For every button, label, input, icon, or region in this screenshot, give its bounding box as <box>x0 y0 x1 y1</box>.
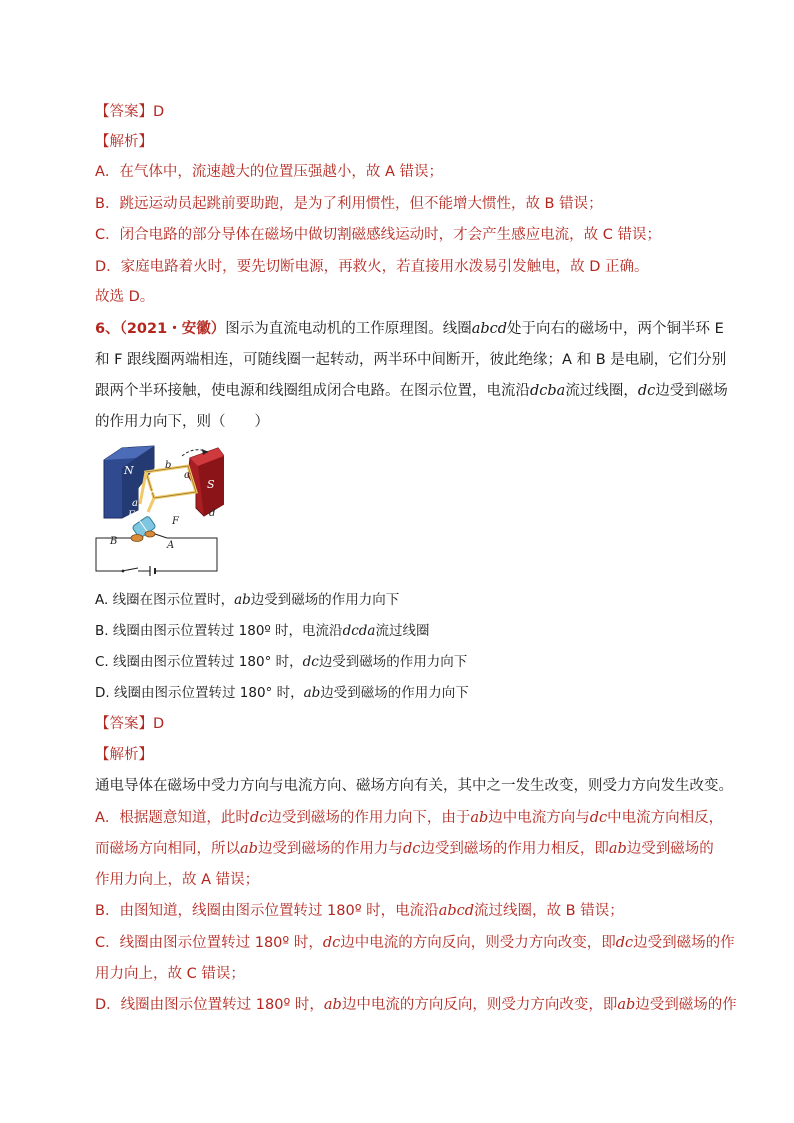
option-a <box>95 590 399 610</box>
label-brush-a: A <box>167 540 175 551</box>
stem-text: 跟两个半环接触，使电源和线圈组成闭合电路。在图示位置，电流沿 <box>95 383 530 399</box>
var-ab: ab <box>303 685 321 701</box>
analysis-c-line-1 <box>95 933 735 953</box>
option-c <box>95 652 467 672</box>
option-c-text: C. 线圈由图示位置转过 180° 时， <box>95 654 303 670</box>
option-b-text: B. 线圈由图示位置转过 180º 时，电流沿 <box>95 623 343 639</box>
option-d-text: 边受到磁场的作用力向下 <box>320 685 469 701</box>
analysis-text: A．根据题意知道，此时 <box>95 810 250 826</box>
var-ab: ab <box>608 841 627 857</box>
var-dc: dc <box>302 654 319 670</box>
analysis-text: 而磁场方向相同，所以 <box>95 841 240 857</box>
var-ab: ab <box>617 997 636 1013</box>
answer-label: 【答案】 <box>95 104 153 120</box>
option-d <box>95 683 469 703</box>
answer-line-2 <box>95 714 164 734</box>
analysis-text: C．线圈由图示位置转过 180º 时， <box>95 935 323 951</box>
analysis-label: 【解析】 <box>95 134 153 150</box>
label-a: a <box>132 498 138 509</box>
answer-value: D <box>153 104 165 120</box>
option-c-text: 边受到磁场的作用力向下 <box>318 654 468 670</box>
analysis-text: 边受到磁场的作用力与 <box>257 841 403 857</box>
analysis-a-line-3: 作用力向上，故 A 错误； <box>95 872 260 888</box>
label-d: d <box>209 508 216 519</box>
answer-value: D <box>153 716 165 732</box>
stem-text: 边受到磁场 <box>655 383 728 399</box>
analysis-label: 【解析】 <box>95 747 153 763</box>
option-d-text: D. 线圈由图示位置转过 180° 时， <box>95 685 304 701</box>
analysis-text: B．由图知道，线圈由图示位置转过 180º 时，电流沿 <box>95 903 439 919</box>
question-source: （2021・安徽） <box>119 321 226 337</box>
analysis-text: 流过线圈，故 B 错误； <box>474 903 624 919</box>
analysis-text: D．线圈由图示位置转过 180º 时， <box>95 997 324 1013</box>
analysis-c: C．闭合电路的部分导体在磁场中做切割磁感线运动时，才会产生感应电流，故 C 错误； <box>95 227 661 243</box>
label-brush-b: B <box>110 536 118 547</box>
var-dc: dc <box>249 810 268 826</box>
label-e: E <box>128 510 136 521</box>
analysis-text: 边受到磁场的 <box>626 841 714 857</box>
analysis-a-line-1 <box>95 808 723 828</box>
analysis-text: 边中电流方向与 <box>488 810 590 826</box>
analysis-intro: 通电导体在磁场中受力方向与电流方向、磁场方向有关，其中之一发生改变，则受力方向发生改变。 <box>95 778 733 794</box>
analysis-b: B．跳远运动员起跳前要助跑，是为了利用惯性，但不能增大惯性，故 B 错误； <box>95 196 603 212</box>
label-f: F <box>172 516 179 527</box>
analysis-d: D．家庭电路着火时，要先切断电源，再救火，若直接用水泼易引发触电，故 D 正确。 <box>95 259 649 275</box>
stem-text: 处于向右的磁场中，两个铜半环 E <box>507 321 724 337</box>
question-6-line-4: 的作用力向下，则（ ） <box>95 414 269 430</box>
answer-label: 【答案】 <box>95 716 153 732</box>
option-a-text: 边受到磁场的作用力向下 <box>250 592 400 608</box>
analysis-c-line-2: 用力向上，故 C 错误； <box>95 966 245 982</box>
stem-text: 图示为直流电动机的工作原理图。线圈 <box>225 321 472 337</box>
label-c: c <box>184 470 190 481</box>
var-dc: dc <box>615 935 634 951</box>
var-ab: ab <box>470 810 489 826</box>
analysis-text: 边受到磁场的作用力向下，由于 <box>267 810 471 826</box>
dc-motor-diagram <box>92 438 224 576</box>
stem-text: 流过线圈， <box>565 383 638 399</box>
label-s: S <box>207 478 215 491</box>
var-ab: ab <box>240 841 258 857</box>
var-abcd: abcd <box>438 903 475 919</box>
analysis-text: 边受到磁场的作用力相反，即 <box>420 841 609 857</box>
var-dc: dc <box>322 935 341 951</box>
analysis-b-line-1 <box>95 901 624 921</box>
var-ab: ab <box>234 592 251 608</box>
var-dcba: dcba <box>530 383 566 399</box>
analysis-text: 边受到磁场的作 <box>635 997 737 1013</box>
var-dcda: dcda <box>342 623 376 639</box>
analysis-text: 边中电流的方向反向，则受力方向改变，即 <box>340 935 616 951</box>
label-b: b <box>165 460 172 471</box>
option-b <box>95 621 429 641</box>
option-b-text: 流过线圈 <box>375 623 430 639</box>
analysis-text: 边受到磁场的作 <box>633 935 735 951</box>
analysis-a-line-2 <box>95 839 714 859</box>
analysis-text: 中电流方向相反， <box>607 810 724 826</box>
answer-line-1 <box>95 102 164 122</box>
var-dc: dc <box>589 810 608 826</box>
question-6-line-1 <box>95 319 724 339</box>
question-6-line-2: 和 F 跟线圈两端相连，可随线圈一起转动，两半环中间断开，彼此绝缘；A 和 B 是电刷，它们分别 <box>95 352 727 368</box>
option-a-text: A. 线圈在图示位置时， <box>95 592 235 608</box>
var-dc: dc <box>402 841 421 857</box>
conclusion: 故选 D。 <box>95 289 155 305</box>
var-ab: ab <box>323 997 342 1013</box>
var-dc: dc <box>637 383 656 399</box>
question-6-line-3 <box>95 381 728 401</box>
analysis-text: 边中电流的方向反向，则受力方向改变，即 <box>341 997 618 1013</box>
var-abcd: abcd <box>471 321 508 337</box>
analysis-d-line-1 <box>95 995 737 1015</box>
analysis-a: A．在气体中，流速越大的位置压强越小，故 A 错误； <box>95 164 444 180</box>
question-number: 6、 <box>95 321 120 337</box>
label-n: N <box>124 464 134 477</box>
